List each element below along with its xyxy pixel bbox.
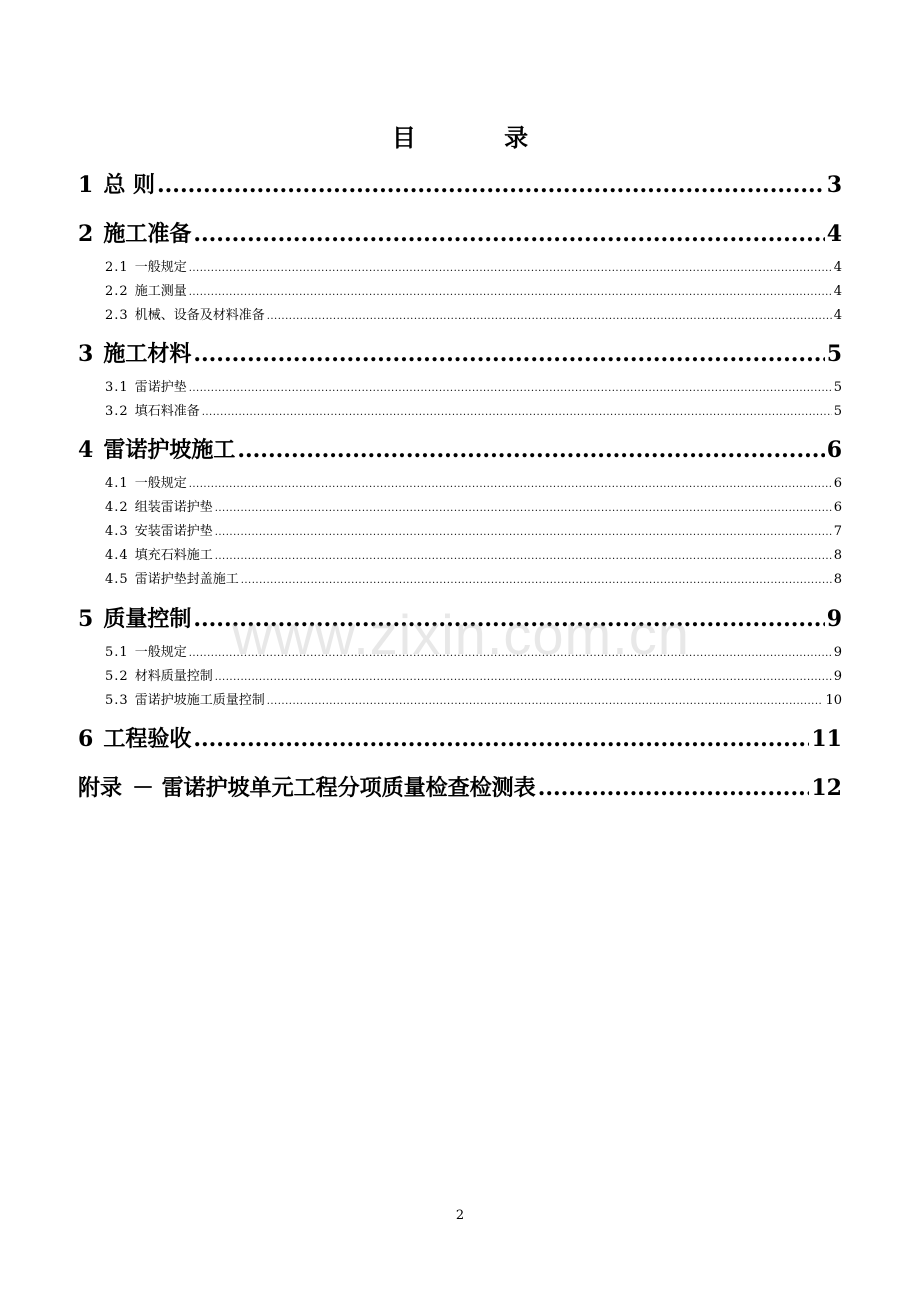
dot-leader (215, 499, 832, 519)
toc-entry-page: 5 (833, 404, 842, 419)
dot-leader (193, 339, 824, 369)
toc-entry-page: 5 (833, 380, 842, 395)
dot-leader (215, 523, 832, 543)
dot-leader (193, 604, 824, 634)
dot-leader (193, 219, 824, 249)
toc-title: 目 录 (391, 123, 569, 152)
toc-entry-label: 机械、设备及材料准备 (134, 308, 265, 323)
toc-entry-page: 12 (811, 775, 842, 801)
toc-entry-1[interactable] (78, 170, 842, 200)
toc-entry-5[interactable] (78, 604, 842, 634)
toc-entry-label: 施工准备 (103, 221, 192, 247)
toc-entry-number: 2.2 (105, 284, 129, 299)
toc-entry-number: 附录 (78, 775, 123, 801)
page-number: 2 (455, 1208, 465, 1223)
toc-entry-page: 8 (833, 572, 842, 587)
toc-entry-number: 5 (78, 606, 94, 632)
toc-entry-page: 10 (825, 693, 842, 708)
dot-leader (538, 773, 810, 803)
toc-entry-number: 4.2 (105, 500, 129, 515)
toc-entry-4[interactable] (78, 435, 842, 465)
dot-leader (215, 547, 832, 567)
toc-entry-label: 填石料准备 (134, 404, 200, 419)
toc-entry-page: 8 (833, 548, 842, 563)
toc-entry-5-2[interactable] (105, 667, 842, 687)
toc-entry-page: 4 (826, 221, 842, 247)
toc-entry-3[interactable] (78, 339, 842, 369)
toc-entry-label: 雷诺护垫 (134, 380, 187, 395)
dot-leader (202, 403, 832, 423)
toc-entry-page: 7 (833, 524, 842, 539)
toc-entry-page: 9 (833, 669, 842, 684)
toc-entry-2[interactable] (78, 219, 842, 249)
dot-leader (157, 170, 825, 200)
toc-entry-page: 5 (826, 341, 842, 367)
toc-entry-number: 5.2 (105, 669, 129, 684)
toc-entry-label: 安装雷诺护垫 (134, 524, 213, 539)
toc-entry-number: 2 (78, 221, 94, 247)
toc-entry-page: 9 (826, 606, 842, 632)
toc-entry-page: 6 (833, 500, 842, 515)
toc-entry-appendix-1[interactable] (78, 773, 842, 803)
toc-entry-number: 4.1 (105, 476, 129, 491)
dot-leader (267, 692, 824, 712)
toc-entry-4-4[interactable] (105, 546, 842, 566)
toc-entry-number: 4.3 (105, 524, 129, 539)
toc-entry-number: 3.2 (105, 404, 129, 419)
toc-entry-4-2[interactable] (105, 498, 842, 518)
toc-entry-page: 6 (833, 476, 842, 491)
toc-entry-2-3[interactable] (105, 306, 842, 326)
dot-leader (241, 571, 832, 591)
toc-entry-page: 3 (826, 172, 842, 198)
toc-entry-label: 工程验收 (103, 726, 192, 752)
toc-entry-label: 施工材料 (103, 341, 192, 367)
toc-entry-number: 5.3 (105, 693, 129, 708)
toc-entry-5-3[interactable] (105, 691, 842, 711)
toc-entry-4-1[interactable] (105, 474, 842, 494)
toc-entry-label: 雷诺护垫封盖施工 (134, 572, 239, 587)
toc-entry-number: 4.5 (105, 572, 129, 587)
watermark: www.zixin.com.cn (232, 603, 690, 666)
toc-entry-number: 3 (78, 341, 94, 367)
toc-entry-number: 6 (78, 726, 94, 752)
toc-entry-label: 雷诺护坡施工质量控制 (134, 693, 265, 708)
toc-entry-number: 1 (78, 172, 94, 198)
toc-entry-label: － 雷诺护坡单元工程分项质量检查检测表 (132, 775, 536, 801)
toc-entry-5-1[interactable] (105, 643, 842, 663)
toc-entry-page: 4 (833, 284, 842, 299)
toc-entry-page: 4 (833, 260, 842, 275)
toc-entry-page: 4 (833, 308, 842, 323)
toc-entry-page: 6 (826, 437, 842, 463)
toc-entry-number: 4 (78, 437, 94, 463)
toc-entry-label: 一般规定 (134, 260, 187, 275)
toc-entry-label: 一般规定 (134, 476, 187, 491)
toc-entry-number: 5.1 (105, 645, 129, 660)
toc-entry-label: 填充石料施工 (134, 548, 213, 563)
dot-leader (215, 668, 832, 688)
dot-leader (189, 379, 832, 399)
toc-entry-label: 总 则 (103, 172, 155, 198)
toc-entry-number: 2.1 (105, 260, 129, 275)
dot-leader (189, 475, 832, 495)
toc-entry-label: 材料质量控制 (134, 669, 213, 684)
toc-entry-number: 2.3 (105, 308, 129, 323)
toc-entry-page: 9 (833, 645, 842, 660)
toc-entry-2-1[interactable] (105, 258, 842, 278)
toc-entry-2-2[interactable] (105, 282, 842, 302)
toc-entry-label: 雷诺护坡施工 (103, 437, 236, 463)
toc-entry-4-3[interactable] (105, 522, 842, 542)
dot-leader (193, 724, 809, 754)
toc-entry-number: 4.4 (105, 548, 129, 563)
toc-entry-label: 质量控制 (103, 606, 192, 632)
toc-entry-label: 施工测量 (134, 284, 187, 299)
toc-entry-6[interactable] (78, 724, 842, 754)
dot-leader (189, 283, 832, 303)
toc-entry-3-1[interactable] (105, 378, 842, 398)
toc-entry-4-5[interactable] (105, 570, 842, 590)
dot-leader (237, 435, 824, 465)
toc-entry-3-2[interactable] (105, 402, 842, 422)
dot-leader (189, 644, 832, 664)
toc-entry-label: 组装雷诺护垫 (134, 500, 213, 515)
toc-entry-number: 3.1 (105, 380, 129, 395)
dot-leader (267, 307, 832, 327)
dot-leader (189, 259, 832, 279)
toc-entry-page: 11 (811, 726, 842, 752)
toc-entry-label: 一般规定 (134, 645, 187, 660)
